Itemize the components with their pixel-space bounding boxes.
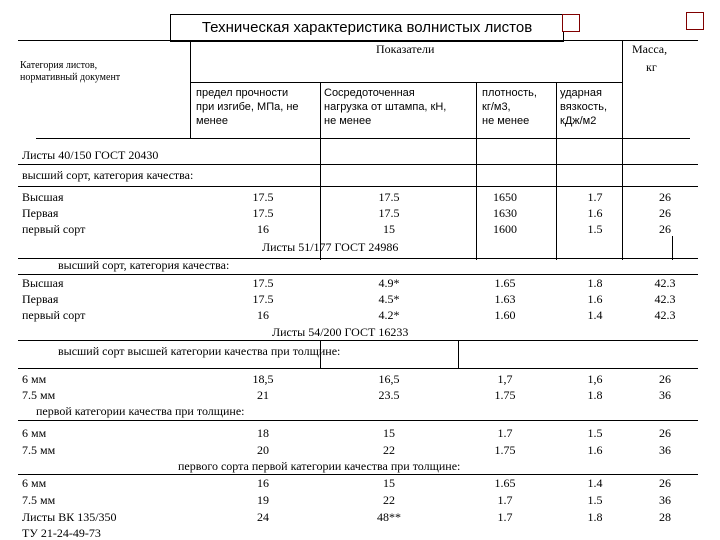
- cell-load: 4.5*: [378, 292, 400, 306]
- cell-strength: 19: [257, 493, 269, 507]
- col2-divider-lower: [458, 340, 459, 368]
- cell-load: 17.5: [378, 206, 400, 220]
- page-title: Техническая характеристика волнистых листов: [170, 14, 564, 42]
- cell-mass: 42.3: [654, 308, 676, 322]
- cell-strength: 16: [257, 476, 269, 490]
- section5-line: [18, 474, 698, 475]
- cell-mass: 26: [659, 206, 671, 220]
- cell-load: 15: [383, 222, 395, 236]
- cell-mass: 36: [659, 388, 671, 402]
- row-label: Листы ВК 135/350: [22, 510, 117, 524]
- row-label: 6 мм: [22, 372, 47, 386]
- cell-load: 22: [383, 493, 395, 507]
- cell-strength: 17.5: [252, 276, 274, 290]
- row-label: первый сорт: [22, 308, 86, 322]
- section-subtitle: первой категории качества при толщине:: [36, 404, 245, 418]
- header-mass-line2: кг: [646, 60, 657, 74]
- col2-divider: [476, 82, 477, 260]
- cell-mass: 26: [659, 222, 671, 236]
- row-label: ТУ 21-24-49-73: [22, 526, 101, 540]
- cell-impact: 1.5: [587, 426, 603, 440]
- header-col1-line2: при изгибе, МПа, не: [196, 101, 299, 113]
- cell-density: 1.60: [494, 308, 516, 322]
- cell-density: 1,7: [497, 372, 513, 386]
- cell-density: 1.65: [494, 476, 516, 490]
- cell-density: 1.7: [497, 426, 513, 440]
- row-label: Первая: [22, 206, 59, 220]
- cell-mass: 42.3: [654, 276, 676, 290]
- cell-strength: 17.5: [252, 292, 274, 306]
- cell-mass: 42.3: [654, 292, 676, 306]
- row-label: Высшая: [22, 276, 64, 290]
- cell-impact: 1.6: [587, 443, 603, 457]
- cell-load: 4.9*: [378, 276, 400, 290]
- cell-impact: 1.6: [587, 292, 603, 306]
- cell-impact: 1.8: [587, 388, 603, 402]
- cell-density: 1.75: [494, 443, 516, 457]
- cell-density: 1600: [493, 222, 517, 236]
- header-divider: [190, 82, 622, 83]
- header-col4-line2: вязкость,: [560, 101, 608, 113]
- row-label: первый сорт: [22, 222, 86, 236]
- header-category-line1: Категория листов,: [20, 60, 98, 71]
- cell-density: 1.63: [494, 292, 516, 306]
- cell-strength: 18,5: [252, 372, 274, 386]
- cell-strength: 17.5: [252, 206, 274, 220]
- cell-impact: 1.8: [587, 510, 603, 524]
- decorative-square-icon: [562, 14, 580, 32]
- cell-density: 1650: [493, 190, 517, 204]
- row-label: 7.5 мм: [22, 443, 56, 457]
- cell-impact: 1.5: [587, 493, 603, 507]
- section-subtitle: высший сорт высшей категории качества при толщине:: [58, 344, 341, 358]
- cell-impact: 1.5: [587, 222, 603, 236]
- cell-impact: 1.4: [587, 308, 603, 322]
- cell-density: 1630: [493, 206, 517, 220]
- cell-mass: 26: [659, 190, 671, 204]
- cell-strength: 20: [257, 443, 269, 457]
- cell-density: 1.7: [497, 510, 513, 524]
- cell-strength: 24: [257, 510, 269, 524]
- row-label: Высшая: [22, 190, 64, 204]
- cell-impact: 1.4: [587, 476, 603, 490]
- cell-density: 1.75: [494, 388, 516, 402]
- header-col1-line3: менее: [196, 115, 228, 127]
- col1-divider: [320, 82, 321, 260]
- cell-mass: 36: [659, 493, 671, 507]
- header-category-line2: нормативный документ: [20, 72, 121, 83]
- cell-mass: 26: [659, 426, 671, 440]
- row-label: 7.5 мм: [22, 493, 56, 507]
- cell-strength: 17.5: [252, 190, 274, 204]
- section3-line: [18, 340, 698, 341]
- cell-load: 23.5: [378, 388, 400, 402]
- header-left-divider: [190, 40, 191, 138]
- cell-impact: 1.8: [587, 276, 603, 290]
- header-col3-line3: не менее: [482, 115, 530, 127]
- cell-mass: 36: [659, 443, 671, 457]
- cell-impact: 1,6: [587, 372, 603, 386]
- section2-sub-line: [18, 274, 698, 275]
- section4-line: [18, 420, 698, 421]
- header-col4-line1: ударная: [560, 87, 602, 99]
- cell-strength: 18: [257, 426, 269, 440]
- cell-density: 1.65: [494, 276, 516, 290]
- table-top-border: [18, 40, 698, 41]
- section-subtitle: высший сорт, категория качества:: [22, 168, 194, 182]
- header-col3-line2: кг/м3,: [482, 101, 511, 113]
- cell-load: 48**: [377, 510, 401, 524]
- section-subtitle: первого сорта первой категории качества при толщине:: [178, 459, 461, 473]
- header-col4-line3: кДж/м2: [560, 115, 597, 127]
- decorative-square-icon: [686, 12, 704, 30]
- section-subtitle: высший сорт, категория качества:: [58, 258, 230, 272]
- section-title: Листы 40/150 ГОСТ 20430: [22, 148, 159, 162]
- cell-load: 17.5: [378, 190, 400, 204]
- header-mass-line1: Масса,: [632, 42, 668, 56]
- cell-impact: 1.7: [587, 190, 603, 204]
- cell-load: 16,5: [378, 372, 400, 386]
- header-bottom-border: [36, 138, 690, 139]
- section-title: Листы 51/177 ГОСТ 24986: [262, 240, 399, 254]
- cell-load: 15: [383, 476, 395, 490]
- cell-mass: 26: [659, 476, 671, 490]
- cell-load: 22: [383, 443, 395, 457]
- row-label: 6 мм: [22, 476, 47, 490]
- section1-line: [18, 164, 698, 165]
- cell-density: 1.7: [497, 493, 513, 507]
- cell-impact: 1.6: [587, 206, 603, 220]
- header-col2-line2: нагрузка от штампа, кН,: [324, 101, 447, 113]
- header-col2-line3: не менее: [324, 115, 372, 127]
- section3-sub-line: [18, 368, 698, 369]
- cell-strength: 16: [257, 308, 269, 322]
- header-col2-line1: Сосредоточенная: [324, 87, 415, 99]
- mass-divider: [622, 40, 623, 260]
- col3-divider: [556, 82, 557, 260]
- row-label: 7.5 мм: [22, 388, 56, 402]
- header-col1-line1: предел прочности: [196, 87, 289, 99]
- row-label: Первая: [22, 292, 59, 306]
- row-marker: [672, 236, 673, 260]
- section1-sub-line: [18, 186, 698, 187]
- cell-load: 4.2*: [378, 308, 400, 322]
- cell-mass: 28: [659, 510, 671, 524]
- cell-strength: 16: [257, 222, 269, 236]
- cell-strength: 21: [257, 388, 269, 402]
- cell-load: 15: [383, 426, 395, 440]
- header-indicators: Показатели: [376, 42, 435, 56]
- section-title: Листы 54/200 ГОСТ 16233: [272, 325, 409, 339]
- cell-mass: 26: [659, 372, 671, 386]
- header-col3-line1: плотность,: [482, 87, 537, 99]
- row-label: 6 мм: [22, 426, 47, 440]
